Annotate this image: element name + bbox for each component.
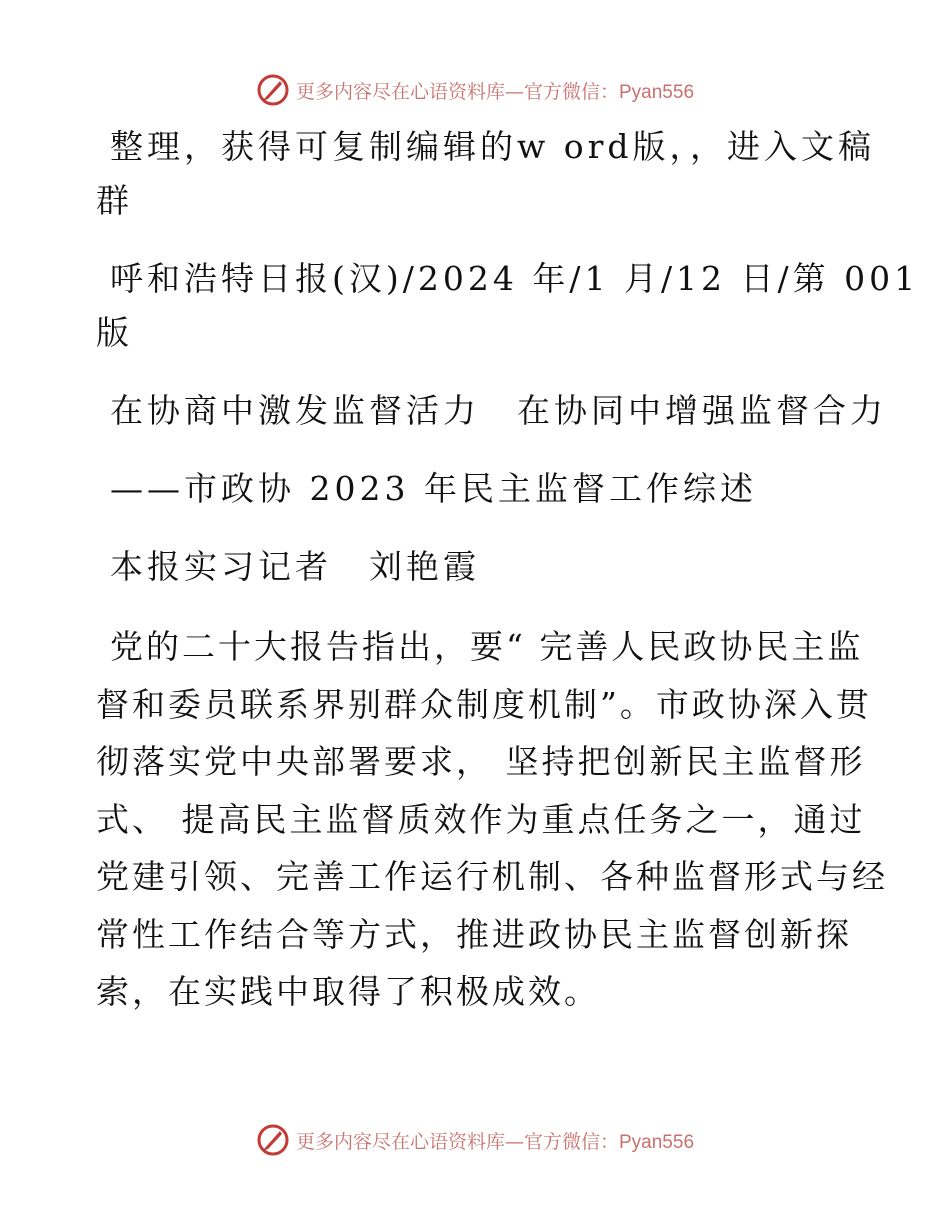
quill-logo-icon (256, 73, 290, 107)
quill-logo-icon (256, 1123, 290, 1157)
article-byline: 本报实习记者 刘艳霞 (110, 547, 480, 586)
source-line-2: 版 (96, 313, 133, 352)
article-subtitle: ——市政协 2023 年民主监督工作综述 (110, 469, 757, 508)
article-paragraph (96, 618, 888, 1021)
document-body (96, 120, 920, 1021)
intro-line-1: 整理，获得可复制编辑的w ord版，，进入文稿 (110, 127, 876, 166)
paragraph-line: 彻落实党中央部署要求， 坚持把创新民主监督形 (96, 742, 866, 781)
paragraph-line: 党的二十大报告指出，要“ 完善人民政协民主监 (110, 627, 864, 666)
footer-watermark (0, 1120, 950, 1160)
paragraph-line: 式、 提高民主监督质效作为重点任务之一，通过 (96, 799, 866, 839)
paragraph-line: 索，在实践中取得了积极成效。 (96, 972, 600, 1011)
paragraph-line: 督和委员联系界别群众制度机制”。市政协深入贯 (96, 684, 872, 724)
intro-line-2: 群 (96, 181, 133, 220)
paragraph-line: 党建引领、完善工作运行机制、各种监督形式与经 (96, 857, 888, 896)
article-title: 在协商中激发监督活力 在协同中增强监督合力 (110, 391, 887, 430)
header-watermark (0, 70, 950, 110)
paragraph-line: 常性工作结合等方式，推进政协民主监督创新探 (96, 914, 852, 954)
watermark-text: 更多内容尽在心语资料库—官方微信：Pyan556 (295, 1130, 695, 1153)
source-line-1: 呼和浩特日报(汉)/2024 年/1 月/12 日/第 001 (110, 259, 920, 298)
watermark-text: 更多内容尽在心语资料库—官方微信：Pyan556 (295, 80, 695, 103)
